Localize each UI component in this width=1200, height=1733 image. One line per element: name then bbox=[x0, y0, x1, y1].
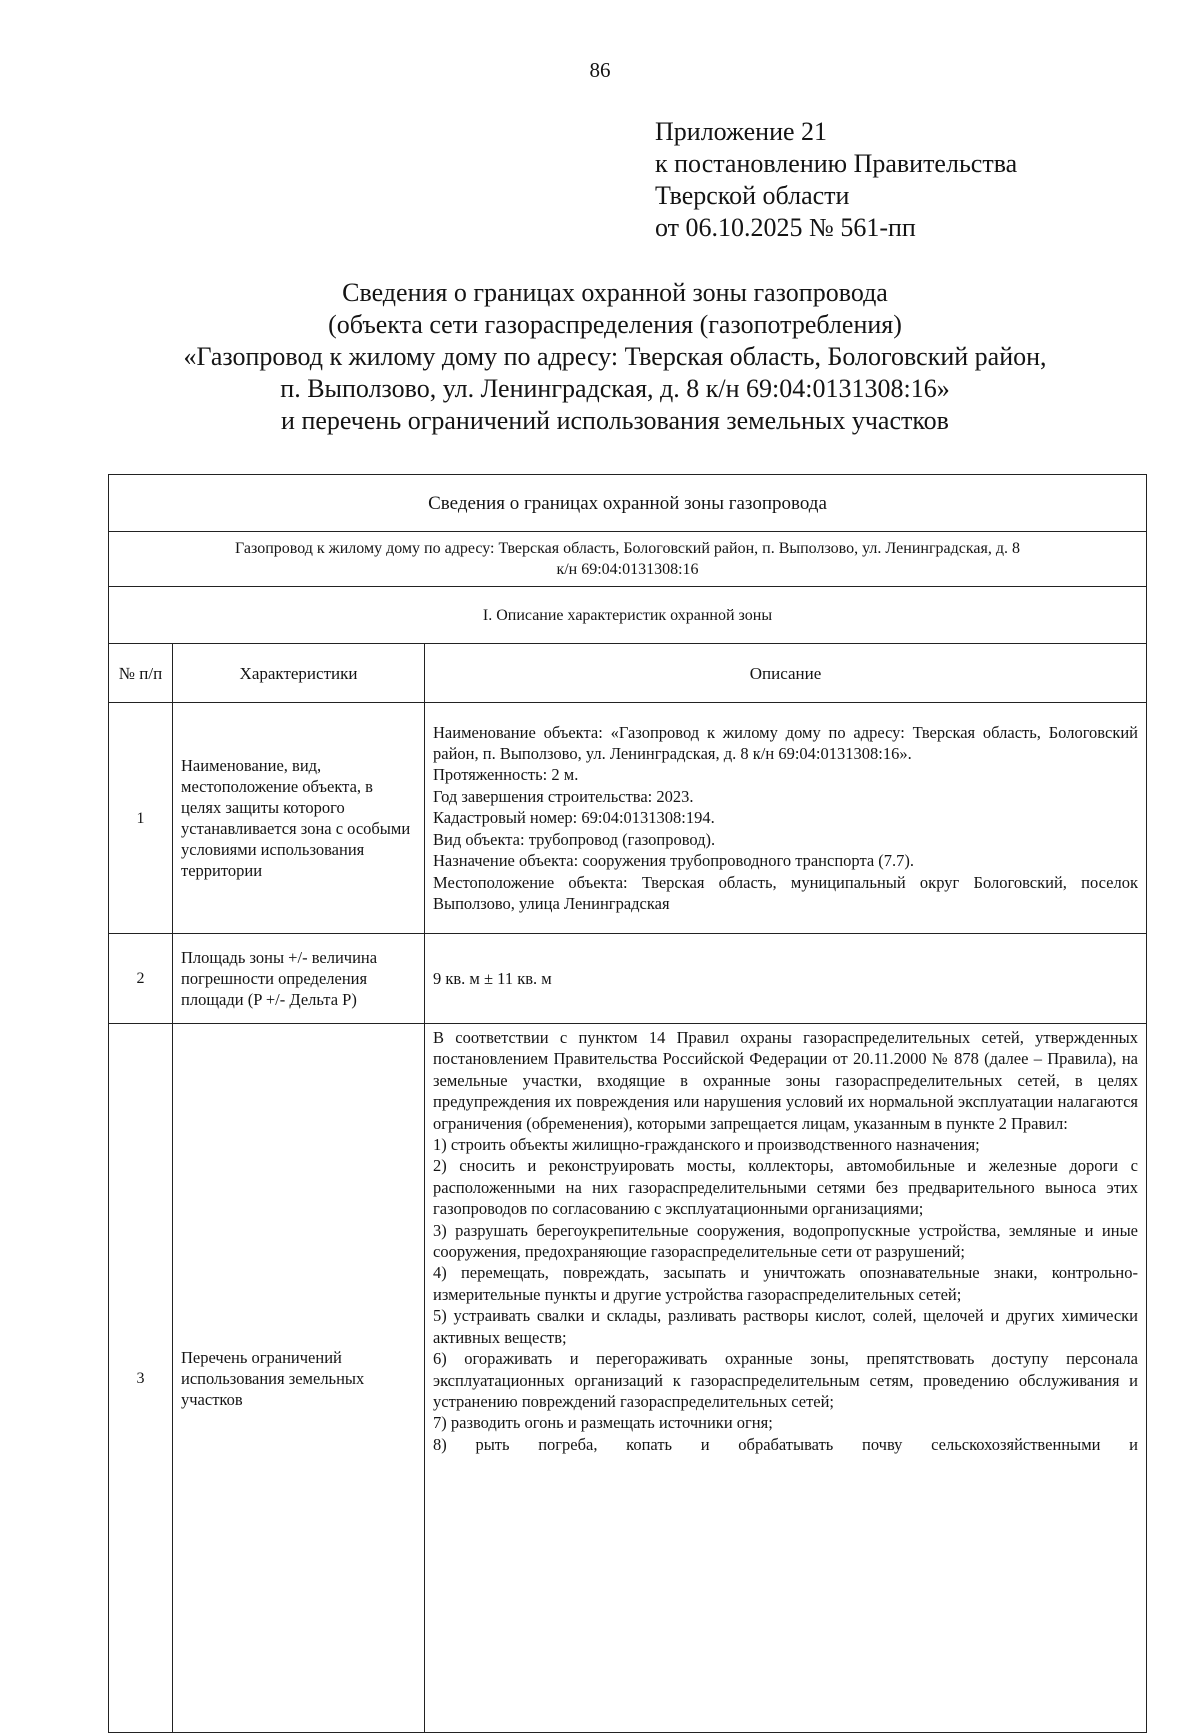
table-header: Сведения о границах охранной зоны газопровода bbox=[109, 475, 1147, 532]
title-line: (объекта сети газораспределения (газопотребления) bbox=[328, 310, 902, 339]
column-header-row bbox=[109, 644, 1147, 703]
object-row bbox=[109, 532, 1147, 587]
desc-paragraph: 6) огораживать и перегораживать охранные зоны, препятствовать доступу персонала эксплуатационных организаций к газораспределительным сетям, проведению обслуживания и устранению повреждений газораспределительных сетей; bbox=[433, 1349, 1138, 1411]
title-line: Сведения о границах охранной зоны газопровода bbox=[342, 278, 888, 307]
table-row bbox=[109, 703, 1147, 934]
title-line: и перечень ограничений использования земельных участков bbox=[281, 406, 949, 435]
object-name-line: к/н 69:04:0131308:16 bbox=[556, 561, 699, 578]
desc-paragraph: 2) сносить и реконструировать мосты, коллекторы, автомобильные и железные дороги с расположенными на них газораспределительными сетями без предварительного выноса этих газопроводов по согласованию с эксплуатационными организациями; bbox=[433, 1156, 1138, 1219]
title-line: «Газопровод к жилому дому по адресу: Тверская область, Бологовский район, bbox=[183, 342, 1047, 371]
desc-paragraph: Год завершения строительства: 2023. bbox=[433, 786, 694, 806]
title-line: п. Выползово, ул. Ленинградская, д. 8 к/н 69:04:0131308:16» bbox=[280, 374, 950, 403]
column-header-characteristic: Характеристики bbox=[173, 644, 425, 703]
desc-paragraph: 9 кв. м ± 11 кв. м bbox=[433, 968, 552, 988]
column-header-num: № п/п bbox=[109, 644, 173, 703]
row-characteristic: Площадь зоны +/- величина погрешности определения площади (P +/- Дельта P) bbox=[173, 934, 425, 1024]
row-description bbox=[425, 1024, 1147, 1733]
desc-paragraph: Наименование объекта: «Газопровод к жилому дому по адресу: Тверская область, Бологовский район, п. Выползово, ул. Ленинградская, д. 8 к/н 69:04:0131308:16». bbox=[433, 722, 1138, 764]
desc-paragraph: Вид объекта: трубопровод (газопровод). bbox=[433, 829, 716, 849]
section-title: I. Описание характеристик охранной зоны bbox=[109, 587, 1147, 644]
appendix-line: Тверской области bbox=[655, 181, 850, 210]
desc-paragraph: 7) разводить огонь и размещать источники огня; bbox=[433, 1413, 773, 1433]
object-name-line: Газопровод к жилому дому по адресу: Тверская область, Бологовский район, п. Выползово, ул. Ленинградская, д. 8 bbox=[235, 540, 1020, 557]
desc-paragraph: 5) устраивать свалки и склады, разливать растворы кислот, солей, щелочей и других химически активных веществ; bbox=[433, 1306, 1138, 1347]
appendix-line: Приложение 21 bbox=[655, 117, 828, 146]
document-title bbox=[110, 277, 1120, 437]
appendix-block bbox=[655, 116, 1017, 244]
row-number: 1 bbox=[109, 703, 173, 934]
table-header-row bbox=[109, 475, 1147, 532]
section-row bbox=[109, 587, 1147, 644]
table-row bbox=[109, 934, 1147, 1024]
row-description bbox=[425, 934, 1147, 1024]
row-number: 2 bbox=[109, 934, 173, 1024]
appendix-line: от 06.10.2025 № 561-пп bbox=[655, 213, 916, 242]
desc-paragraph: 8) рыть погреба, копать и обрабатывать почву сельскохозяйственными и bbox=[433, 1434, 1138, 1454]
appendix-line: к постановлению Правительства bbox=[655, 149, 1018, 178]
zone-info-table bbox=[108, 474, 1147, 1733]
desc-paragraph: 1) строить объекты жилищно-гражданского и производственного назначения; bbox=[433, 1135, 980, 1155]
table-row bbox=[109, 1024, 1147, 1733]
row-characteristic: Наименование, вид, местоположение объекта, в целях защиты которого устанавливается зона с особыми условиями использования территории bbox=[173, 703, 425, 934]
object-name-cell bbox=[109, 532, 1147, 587]
desc-paragraph: Местоположение объекта: Тверская область, муниципальный округ Бологовский, поселок Выползово, улица Ленинградская bbox=[433, 872, 1138, 913]
desc-paragraph: Кадастровый номер: 69:04:0131308:194. bbox=[433, 808, 715, 828]
desc-paragraph: 3) разрушать берегоукрепительные сооружения, водопропускные устройства, земляные и иные сооружения, предохраняющие газораспределительные сети от разрушений; bbox=[433, 1220, 1138, 1262]
page-number: 86 bbox=[589, 58, 611, 82]
desc-paragraph: Протяженность: 2 м. bbox=[433, 765, 579, 785]
row-number: 3 bbox=[109, 1024, 173, 1733]
column-header-description: Описание bbox=[425, 644, 1147, 703]
row-description bbox=[425, 703, 1147, 934]
desc-paragraph: В соответствии с пунктом 14 Правил охраны газораспределительных сетей, утвержденных постановлением Правительства Российской Федерации от 20.11.2000 № 878 (далее – Правила), на земельные участки, входящие в охранные зоны газораспределительных сетей, в целях предупреждения их повреждения или нарушения условий их нормальной эксплуатации налагаются ограничения (обременения), которыми запрещается лицам, указанным в пункте 2 Правил: bbox=[433, 1028, 1138, 1133]
desc-paragraph: Назначение объекта: сооружения трубопроводного транспорта (7.7). bbox=[433, 851, 915, 871]
desc-paragraph: 4) перемещать, повреждать, засыпать и уничтожать опознавательные знаки, контрольно-измерительные пункты и другие устройства газораспределительных сетей; bbox=[433, 1263, 1138, 1304]
row-characteristic: Перечень ограничений использования земельных участков bbox=[173, 1024, 425, 1733]
